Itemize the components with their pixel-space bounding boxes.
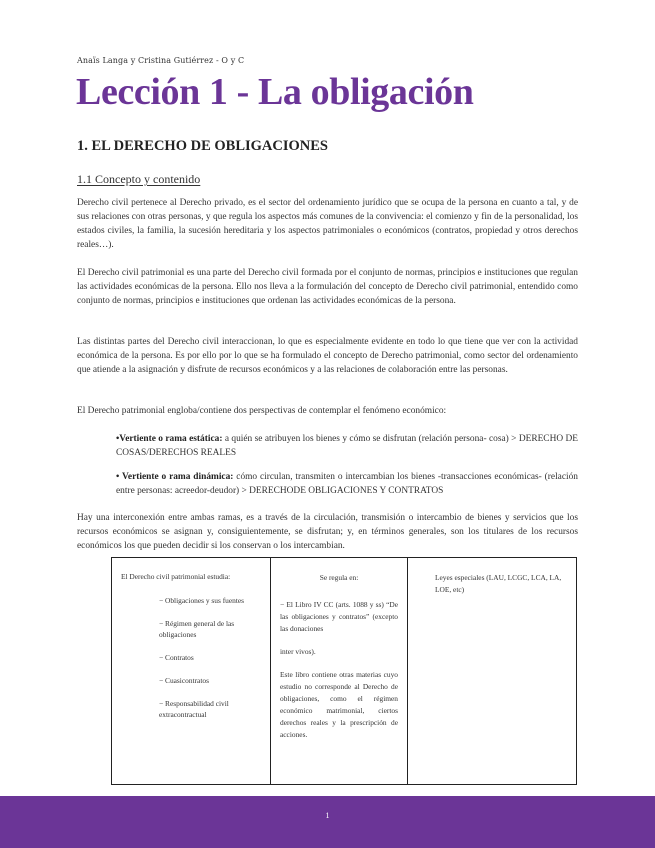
footer-bar bbox=[0, 796, 655, 848]
paragraph-3: Las distintas partes del Derecho civil interaccionan, lo que es especialmente evidente en todo lo que tiene que ver con la actividad económica de la persona. Es por ello por lo que se ha formulado el concepto de Derecho patrimonial, como sector del ordenamiento que atiende a la asignación y disfrute de recursos económicos y a las relaciones de colaboración entre las personas. bbox=[77, 337, 578, 375]
paragraph-1: Derecho civil pertenece al Derecho privado, es el sector del ordenamiento jurídico que se ocupa de la persona en cuanto a tal, y de sus relaciones con otras personas, y que regula los aspectos más comunes de la convivencia: el comienzo y fin de la personalidad, los estados civiles, la familia, la sucesión hereditaria y los aspectos patrimoniales o económicos (contratos, propiedad y otros derechos reales…). bbox=[77, 198, 578, 250]
list-item: − Cuasicontratos bbox=[159, 676, 209, 685]
table-cell-special-laws bbox=[408, 558, 577, 785]
cell-text: Leyes especiales (LAU, LCGC, LCA, LA, LOE, etc) bbox=[435, 573, 562, 594]
bullet-dynamic bbox=[116, 470, 578, 498]
bullet-text: cómo circulan, transmiten o intercambian los bienes -transacciones económicas- (relación entre personas: acreedor-deudor) > DERECHODE OBLIGACIONES Y CONTRATOS bbox=[116, 472, 578, 496]
author-line: Anaïs Langa y Cristina Gutiérrez - O y C bbox=[77, 56, 245, 65]
list-item: − Obligaciones y sus fuentes bbox=[159, 596, 245, 605]
list-item: − Responsabilidad civil extracontractual bbox=[159, 699, 229, 719]
cell-heading: El Derecho civil patrimonial estudia: bbox=[121, 572, 231, 581]
list-item: − Régimen general de las obligaciones bbox=[159, 619, 235, 639]
table-cell-studies bbox=[112, 558, 271, 785]
table-cell-regulation bbox=[271, 558, 408, 785]
cell-text: − El Libro IV CC (arts. 1088 y ss) “De las obligaciones y contratos” (excepto las donaciones bbox=[280, 600, 398, 633]
paragraph-4: El Derecho patrimonial engloba/contiene dos perspectivas de contemplar el fenómeno económico: bbox=[77, 406, 447, 416]
cell-text: Este libro contiene otras materias cuyo estudio no corresponde al Derecho de obligaciones, como el régimen económico matrimonial, ciertos derechos reales y la prescripción de acciones. bbox=[280, 670, 398, 739]
bullet-term: •Vertiente o rama estática: bbox=[116, 434, 223, 444]
page-number: 1 bbox=[325, 811, 330, 820]
bullet-term: • Vertiente o rama dinámica: bbox=[116, 472, 234, 482]
paragraph-5: Hay una interconexión entre ambas ramas, es a través de la circulación, transmisión o intercambio de bienes y servicios que los recursos económicos se asignan y, consiguientemente, se disfrutan; y, en términos generales, son los titulares de los recursos económicos los que pueden decidir si los conservan o los intercambian. bbox=[77, 513, 578, 551]
bullet-text: a quién se atribuyen los bienes y cómo se disfrutan (relación persona- cosa) > DERECHO DE COSAS/DERECHOS REALES bbox=[116, 434, 579, 458]
paragraph-2: El Derecho civil patrimonial es una parte del Derecho civil formada por el conjunto de normas, principios e instituciones que regulan las actividades económicas de la persona. Ello nos lleva a la formulación del concepto de Derecho civil patrimonial, entendido como conjunto de normas, principios e instituciones que ordenan las actividades económicas de la persona. bbox=[77, 268, 578, 306]
list-item: − Contratos bbox=[159, 653, 194, 662]
page-title: Lección 1 - La obligación bbox=[76, 71, 474, 113]
section-heading: 1. EL DERECHO DE OBLIGACIONES bbox=[77, 138, 328, 154]
cell-heading: Se regula en: bbox=[319, 573, 359, 582]
cell-text: inter vivos). bbox=[280, 647, 316, 656]
subsection-heading: 1.1 Concepto y contenido bbox=[77, 172, 201, 186]
bullet-static bbox=[116, 432, 578, 460]
summary-table bbox=[111, 557, 577, 785]
